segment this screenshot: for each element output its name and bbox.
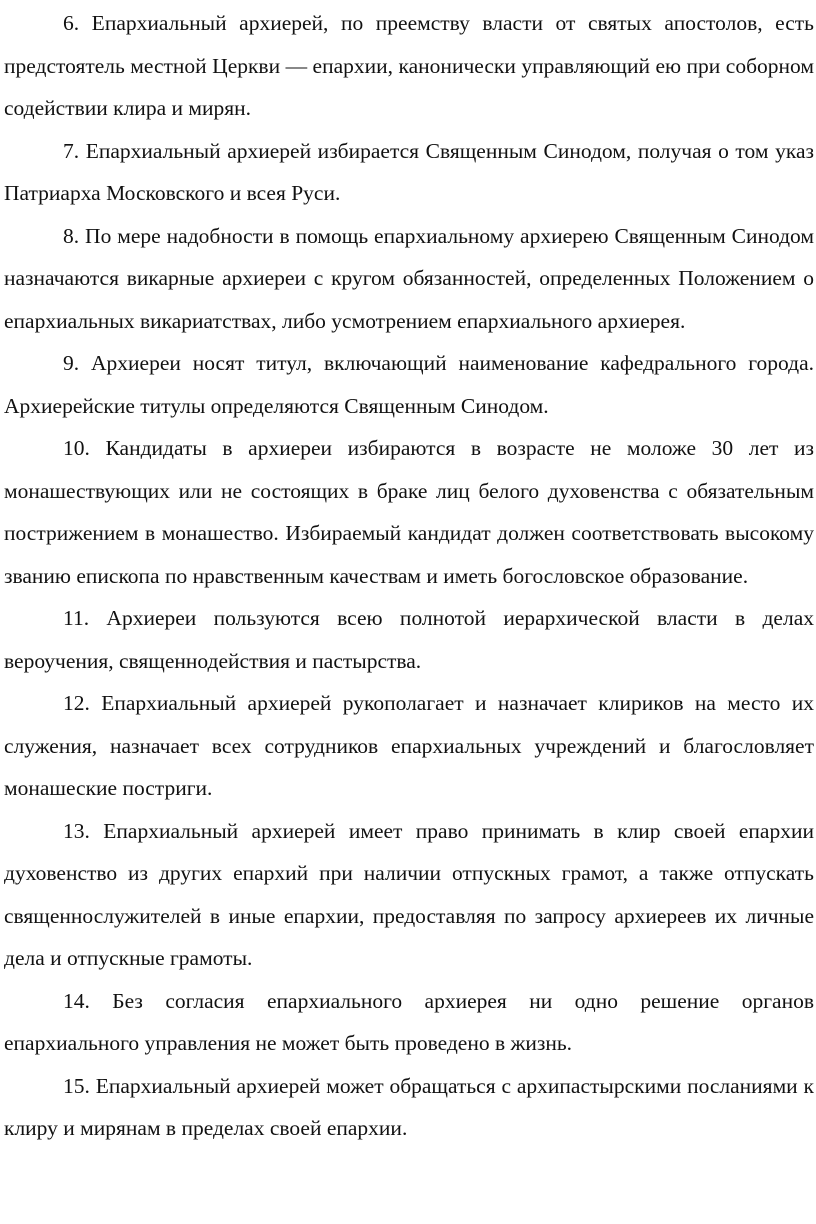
paragraph-15: 15. Епархиальный архиерей может обращаться с архипастырскими посланиями к клиру и мирянам в пределах своей епархии. <box>4 1073 814 1140</box>
paragraph-10: 10. Кандидаты в архиереи избираются в возрасте не моложе 30 лет из монашествующих или не состоящих в браке лиц белого духовенства с обязательным пострижением в монашество. Избираемый кандидат должен соответствовать высокому званию епископа по нравственным качествам и иметь богословское образование. <box>4 436 814 588</box>
paragraph-14: 14. Без согласия епархиального архиерея ни одно решение органов епархиального управления не может быть проведено в жизнь. <box>4 988 814 1055</box>
paragraph-9: 9. Архиереи носят титул, включающий наименование кафедрального города. Архиерейские титулы определяются Священным Синодом. <box>4 351 814 418</box>
paragraph-11: 11. Архиереи пользуются всею полнотой иерархической власти в делах вероучения, священнодействия и пастырства. <box>4 606 814 673</box>
paragraph-6: 6. Епархиальный архиерей, по преемству власти от святых апостолов, есть предстоятель местной Церкви — епархии, канонически управляющий ею при соборном содействии клира и мирян. <box>4 11 814 120</box>
paragraph-12: 12. Епархиальный архиерей рукополагает и назначает клириков на место их служения, назначает всех сотрудников епархиальных учреждений и благословляет монашеские постриги. <box>4 691 814 800</box>
paragraph-8: 8. По мере надобности в помощь епархиальному архиерею Священным Синодом назначаются викарные архиереи с кругом обязанностей, определенных Положением о епархиальных викариатствах, либо усмотрением епархиального архиерея. <box>4 223 814 333</box>
paragraph-7: 7. Епархиальный архиерей избирается Священным Синодом, получая о том указ Патриарха Московского и всея Руси. <box>4 138 814 205</box>
paragraph-13: 13. Епархиальный архиерей имеет право принимать в клир своей епархии духовенство из других епархий при наличии отпускных грамот, а также отпускать священнослужителей в иные епархии, предоставляя по запросу архиереев их личные дела и отпускные грамоты. <box>4 818 814 970</box>
